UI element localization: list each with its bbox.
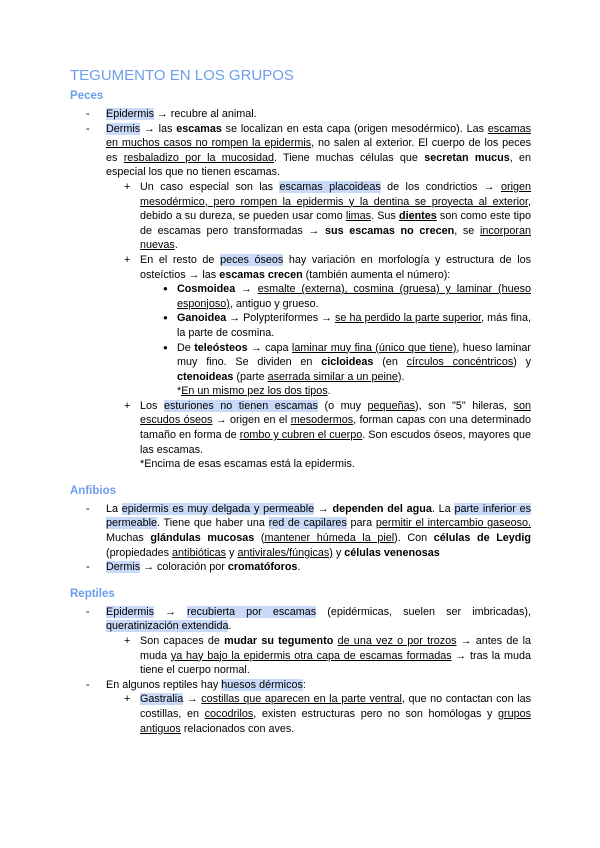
text-run: , debido a su dureza, se pueden usar como bbox=[140, 195, 531, 223]
text-run: . bbox=[228, 620, 232, 633]
plus-marker: + bbox=[124, 693, 131, 706]
text-run: hay variación en morfología y estructura de los osteíctios → las bbox=[140, 253, 532, 281]
text-run: Gastralia bbox=[140, 693, 184, 706]
bullet-marker: ● bbox=[163, 313, 168, 323]
list-item-text bbox=[140, 253, 531, 282]
text-run: relacionados con aves. bbox=[180, 722, 295, 735]
list-item bbox=[70, 180, 531, 253]
list-item bbox=[70, 399, 531, 457]
text-run: , más fina, la parte de cosmina. bbox=[177, 312, 531, 339]
text-run: Epidermis bbox=[106, 108, 155, 120]
text-run: ). Con bbox=[394, 532, 434, 545]
text-run: . La bbox=[431, 502, 455, 515]
text-run: *Encima de esas escamas está la epidermis. bbox=[140, 458, 355, 471]
list-item bbox=[70, 107, 531, 122]
list-item bbox=[70, 282, 531, 311]
list-item-text bbox=[177, 282, 531, 311]
text-run: se localizan en esta capa (origen mesodérmico). Las bbox=[221, 122, 488, 135]
text-run: En un mismo pez los dos tipos bbox=[181, 385, 328, 398]
list-item-text bbox=[106, 678, 531, 693]
text-run: red de capilares bbox=[268, 517, 347, 530]
text-run: resbaladizo por la mucosidad bbox=[123, 151, 274, 164]
text-run: Dermis bbox=[106, 561, 141, 574]
dash-marker: - bbox=[86, 122, 90, 135]
list-item-text bbox=[140, 634, 531, 678]
text-run: (epidérmicas, suelen ser imbricadas), bbox=[316, 605, 531, 618]
text-run: rombo y cubren el cuerpo bbox=[239, 429, 363, 442]
text-run: . Tiene muchas células que bbox=[273, 151, 425, 164]
text-run: de una vez o por trozos bbox=[337, 635, 457, 647]
text-run: . bbox=[327, 385, 331, 398]
text-run: secretan mucus bbox=[424, 151, 510, 164]
text-run: . bbox=[174, 239, 178, 252]
text-run: Un caso especial son las bbox=[140, 180, 280, 193]
text-run: de los condrictios → bbox=[380, 180, 501, 193]
list-item bbox=[70, 560, 531, 575]
dash-marker: - bbox=[86, 678, 90, 691]
text-run: Son capaces de bbox=[140, 635, 225, 647]
plus-marker: + bbox=[124, 180, 131, 193]
text-run: aserrada similar a un peine bbox=[267, 370, 398, 383]
text-run: En el resto de bbox=[140, 253, 221, 266]
list-item-text bbox=[140, 180, 531, 253]
text-run: son escudos óseos bbox=[140, 399, 531, 427]
text-run: mantener húmeda la piel bbox=[264, 532, 395, 545]
text-run: glándulas mucosas bbox=[150, 532, 255, 545]
text-run: antivirales/fúngicas) bbox=[237, 546, 333, 559]
section-peces bbox=[70, 89, 531, 472]
text-run: escamas bbox=[176, 122, 222, 135]
text-run: mesodermos bbox=[290, 414, 354, 427]
dash-marker: - bbox=[86, 108, 90, 120]
text-run: (o muy bbox=[317, 399, 368, 412]
text-run: huesos dérmicos bbox=[221, 678, 303, 691]
text-run: . Sus bbox=[371, 210, 399, 223]
text-run: , no salen al exterior. El cuerpo de los peces es bbox=[106, 137, 531, 164]
text-run: y bbox=[226, 546, 238, 559]
text-run: (en bbox=[373, 356, 407, 369]
text-run: dientes bbox=[398, 210, 437, 223]
list-item-text bbox=[106, 560, 531, 575]
list-item bbox=[70, 341, 531, 385]
text-run: , existen estructuras pero no son homólogas y bbox=[253, 707, 498, 720]
text-run: pequeñas bbox=[367, 399, 415, 412]
text-run: , se bbox=[454, 224, 480, 237]
text-run: epidermis es muy delgada y permeable bbox=[121, 502, 315, 515]
text-run: → bbox=[314, 502, 333, 515]
text-run: teleósteos bbox=[194, 341, 248, 354]
list-item bbox=[70, 692, 531, 736]
text-run: antibióticas bbox=[172, 546, 227, 559]
footnote-line bbox=[70, 384, 531, 399]
text-run: Ganoidea bbox=[177, 312, 227, 325]
text-run: → capa bbox=[247, 341, 292, 354]
text-run: (también aumenta el número): bbox=[302, 268, 451, 281]
footnote-text bbox=[177, 384, 531, 399]
text-run: Muchas bbox=[106, 532, 151, 545]
text-run: (propiedades bbox=[106, 546, 173, 559]
text-run: → bbox=[154, 605, 188, 618]
text-run: → bbox=[183, 693, 202, 706]
text-run: grupos antiguos bbox=[140, 707, 531, 735]
text-run: cromatóforos bbox=[227, 561, 298, 574]
list-item bbox=[70, 502, 531, 560]
text-run: De bbox=[177, 341, 195, 354]
section-heading-peces: Peces bbox=[70, 90, 104, 102]
text-run: , forman capas con una determinado tamaño en forma de bbox=[140, 414, 531, 442]
text-run: mudar su tegumento bbox=[224, 635, 334, 647]
text-run: para bbox=[346, 517, 376, 530]
section-anfibios bbox=[70, 484, 531, 575]
footnote-line bbox=[70, 457, 531, 472]
text-run: → recubre al animal. bbox=[154, 108, 257, 120]
text-run: → origen en el bbox=[212, 414, 291, 427]
dash-marker: - bbox=[86, 502, 90, 515]
text-run: escamas placoideas bbox=[279, 180, 381, 193]
text-run: La bbox=[106, 502, 122, 515]
text-run: escamas crecen bbox=[219, 268, 303, 281]
list-item-text bbox=[177, 341, 531, 385]
text-run: permitir el intercambio gaseoso. bbox=[375, 517, 531, 530]
text-run: sus escamas no crecen bbox=[324, 224, 455, 237]
text-run: células de Leydig bbox=[433, 532, 531, 545]
text-run: . Tiene que haber una bbox=[157, 517, 269, 530]
text-run: esmalte (externa), cosmina (gruesa) y laminar (hueso esponjoso) bbox=[177, 283, 532, 310]
text-run: cocodrilos bbox=[204, 707, 254, 720]
text-run: son como este tipo de escamas pero transformadas → bbox=[140, 210, 531, 237]
text-run: origen mesodérmico, pero rompen la epidermis y la dentina se proyecta al exterior bbox=[140, 180, 532, 208]
dash-marker: - bbox=[86, 561, 90, 574]
section-reptiles bbox=[70, 587, 531, 736]
text-run: : bbox=[302, 678, 306, 691]
list-item-text bbox=[177, 311, 531, 340]
list-item bbox=[70, 678, 531, 693]
text-run: , hueso laminar muy fino. Se dividen en bbox=[177, 341, 531, 369]
text-run: células venenosas bbox=[344, 546, 440, 559]
dash-marker: - bbox=[86, 605, 90, 618]
text-run: se ha perdido la parte superior bbox=[335, 312, 482, 325]
text-run: → antes de la muda bbox=[140, 635, 532, 662]
plus-marker: + bbox=[124, 399, 131, 412]
text-run: escamas en muchos casos no rompen la epidermis bbox=[106, 122, 532, 150]
text-run: dependen del agua bbox=[332, 502, 432, 515]
text-run: esturiones no tienen escamas bbox=[163, 399, 318, 412]
bullet-marker: ● bbox=[163, 284, 168, 294]
text-run: → tras la muda tiene el cuerpo normal. bbox=[140, 649, 531, 677]
text-run: recubierta por escamas bbox=[187, 605, 317, 618]
list-item-text bbox=[140, 399, 531, 457]
text-run: limas bbox=[345, 210, 372, 223]
list-item bbox=[70, 605, 531, 634]
text-run: Epidermis bbox=[106, 605, 155, 618]
text-run: ctenoideas bbox=[177, 370, 234, 383]
text-run: En algunos reptiles hay bbox=[106, 678, 222, 691]
list-item-text bbox=[106, 122, 531, 180]
text-run: incorporan nuevas bbox=[140, 224, 531, 252]
text-run: ya hay bajo la epidermis otra capa de escamas formadas bbox=[170, 649, 452, 662]
text-run: ). bbox=[397, 370, 405, 383]
plus-marker: + bbox=[124, 635, 131, 647]
text-run: → las bbox=[140, 122, 177, 135]
text-run: círculos concéntricos bbox=[406, 356, 514, 369]
text-run: → bbox=[235, 283, 258, 296]
text-run: cicloideas bbox=[321, 356, 374, 369]
text-run: ( bbox=[254, 532, 265, 545]
list-item bbox=[70, 311, 531, 340]
text-run: queratinización extendida bbox=[106, 620, 229, 633]
text-run: laminar muy fina (único que tiene) bbox=[291, 341, 457, 354]
text-run: Los bbox=[140, 399, 164, 412]
list-item bbox=[70, 253, 531, 282]
text-run: . bbox=[297, 561, 301, 574]
list-item bbox=[70, 634, 531, 678]
text-run: (parte bbox=[233, 370, 268, 383]
text-run: ) y bbox=[513, 356, 532, 369]
text-run: . Son escudos óseos, mayores que las escamas. bbox=[140, 429, 531, 456]
text-run: costillas que aparecen en la parte ventral bbox=[201, 693, 402, 706]
text-run: * bbox=[177, 385, 182, 398]
list-item-text bbox=[106, 107, 531, 122]
text-run: , en especial los que no tienen escamas. bbox=[106, 151, 531, 179]
text-run: → Polypteriformes → bbox=[226, 312, 335, 325]
text-run: , que no contactan con las costillas, en bbox=[140, 693, 531, 720]
section-heading-anfibios: Anfibios bbox=[70, 484, 116, 497]
text-run: parte inferior es permeable bbox=[106, 502, 532, 530]
text-run: y bbox=[332, 546, 345, 559]
document-title: TEGUMENTO EN LOS GRUPOS bbox=[70, 67, 294, 84]
text-run: ), son "5" hileras, bbox=[414, 399, 514, 412]
list-item-text bbox=[106, 502, 531, 560]
section-heading-reptiles: Reptiles bbox=[70, 587, 115, 600]
bullet-marker: ● bbox=[163, 342, 168, 352]
text-run: Dermis bbox=[106, 122, 141, 135]
footnote-text bbox=[140, 457, 531, 472]
plus-marker: + bbox=[124, 253, 131, 266]
text-run: Cosmoidea bbox=[177, 283, 236, 296]
text-run: , antiguo y grueso. bbox=[229, 297, 319, 310]
list-item-text bbox=[106, 605, 531, 634]
list-item-text bbox=[140, 692, 531, 736]
list-item bbox=[70, 122, 531, 180]
text-run: → coloración por bbox=[140, 561, 228, 574]
text-run: peces óseos bbox=[220, 253, 284, 266]
